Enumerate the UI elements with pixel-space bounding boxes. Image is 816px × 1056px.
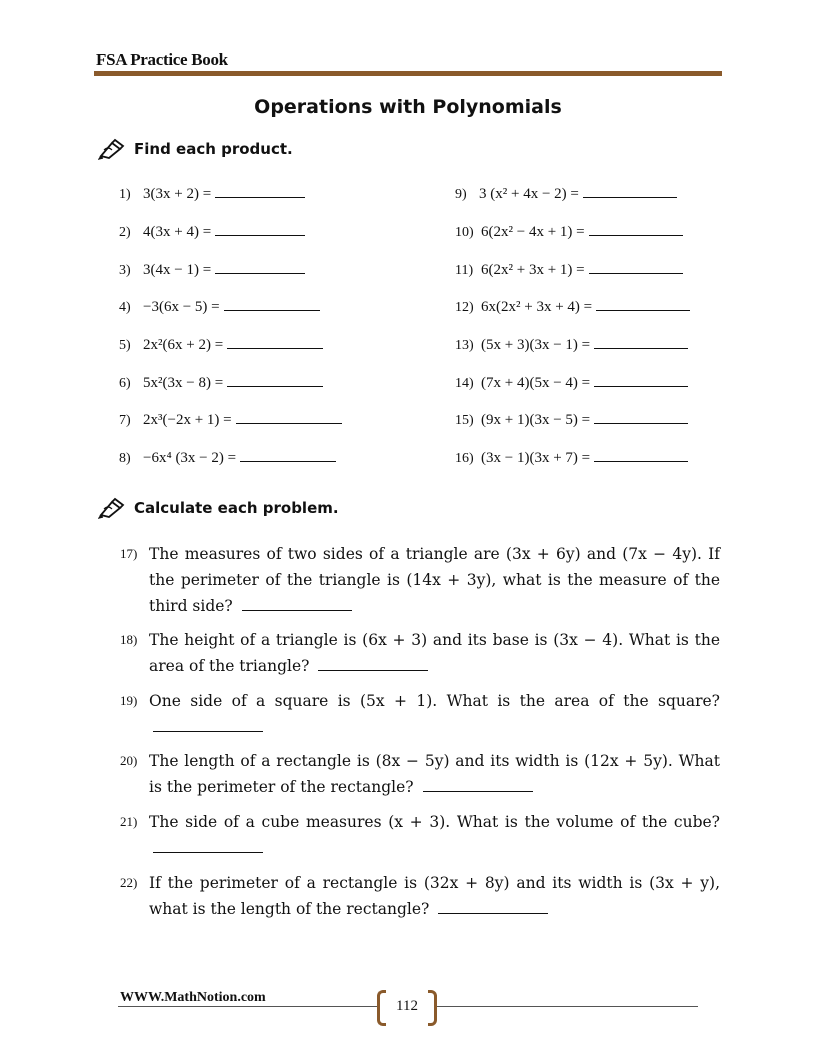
answer-blank[interactable]: [589, 260, 683, 274]
product-item: [455, 260, 683, 279]
item-expression: 4(3x + 4) =: [143, 224, 212, 240]
answer-blank[interactable]: [153, 839, 263, 853]
item-number: 2): [119, 225, 131, 240]
item-expression: 6(2x² + 3x + 1) =: [481, 262, 585, 278]
problem-text-block: [149, 870, 720, 922]
product-item: [119, 335, 323, 354]
item-number: 8): [119, 451, 131, 466]
product-item: [455, 184, 677, 203]
item-number: 9): [455, 187, 467, 202]
word-problem: [120, 748, 720, 800]
problem-number: 18): [120, 632, 138, 647]
item-expression: (3x − 1)(3x + 7) =: [481, 450, 591, 466]
problem-text-block: [149, 627, 720, 679]
product-item: [455, 297, 690, 316]
product-item: [119, 222, 305, 241]
item-expression: 2x²(6x + 2) =: [143, 337, 224, 353]
page-title: Operations with Polynomials: [254, 96, 562, 118]
answer-blank[interactable]: [227, 373, 323, 387]
answer-blank[interactable]: [589, 222, 683, 236]
product-item: [119, 184, 305, 203]
product-item: [119, 297, 320, 316]
answer-blank[interactable]: [583, 184, 677, 198]
answer-blank[interactable]: [215, 184, 305, 198]
item-number: 11): [455, 263, 474, 278]
problem-text-block: [149, 688, 720, 740]
product-item: [455, 448, 688, 467]
item-number: 4): [119, 300, 131, 315]
product-item: [119, 448, 336, 467]
answer-blank[interactable]: [594, 373, 688, 387]
word-problem: [120, 627, 720, 679]
word-problem: [120, 541, 720, 619]
pencil-icon: [98, 138, 128, 160]
problem-number: 17): [120, 546, 138, 561]
problem-text: The side of a cube measures (x + 3). What is the volume of the cube?: [149, 813, 720, 831]
answer-blank[interactable]: [594, 448, 688, 462]
answer-blank[interactable]: [318, 657, 428, 671]
page-number-box: [377, 990, 437, 1022]
word-problem: [120, 688, 720, 740]
answer-blank[interactable]: [227, 335, 323, 349]
item-expression: −6x⁴ (3x − 2) =: [143, 450, 237, 466]
item-expression: 3(3x + 2) =: [143, 186, 212, 202]
problem-number: 20): [120, 753, 138, 768]
product-item: [455, 222, 683, 241]
problem-text: The length of a rectangle is (8x − 5y) and its width is (12x + 5y). What is the perimeter of the rectangle?: [149, 752, 720, 796]
product-item: [455, 410, 688, 429]
problem-text-block: [149, 748, 720, 800]
answer-blank[interactable]: [224, 297, 320, 311]
item-expression: 6x(2x² + 3x + 4) =: [481, 299, 593, 315]
answer-blank[interactable]: [438, 900, 548, 914]
item-number: 15): [455, 413, 474, 428]
problem-text: The height of a triangle is (6x + 3) and its base is (3x − 4). What is the area of the triangle?: [149, 631, 720, 675]
product-item: [455, 373, 688, 392]
section-calculate: [98, 497, 339, 519]
answer-blank[interactable]: [594, 410, 688, 424]
answer-blank[interactable]: [423, 778, 533, 792]
answer-blank[interactable]: [236, 410, 342, 424]
item-number: 16): [455, 451, 474, 466]
section-find-product: [98, 138, 293, 160]
section-heading: Find each product.: [134, 140, 293, 158]
item-number: 1): [119, 187, 131, 202]
item-expression: 3(4x − 1) =: [143, 262, 212, 278]
item-number: 13): [455, 338, 474, 353]
section-heading: Calculate each problem.: [134, 499, 339, 517]
item-number: 3): [119, 263, 131, 278]
header-rule: [94, 71, 722, 76]
answer-blank[interactable]: [596, 297, 690, 311]
item-number: 6): [119, 376, 131, 391]
item-number: 7): [119, 413, 131, 428]
item-number: 5): [119, 338, 131, 353]
problem-text: The measures of two sides of a triangle are (3x + 6y) and (7x − 4y). If the perimeter of the triangle is (14x + 3y), what is the measure of the third side?: [149, 545, 720, 615]
item-number: 12): [455, 300, 474, 315]
item-expression: (7x + 4)(5x − 4) =: [481, 375, 591, 391]
item-expression: −3(6x − 5) =: [143, 299, 220, 315]
answer-blank[interactable]: [594, 335, 688, 349]
product-item: [455, 335, 688, 354]
pencil-icon: [98, 497, 128, 519]
answer-blank[interactable]: [215, 260, 305, 274]
footer-website: WWW.MathNotion.com: [120, 990, 266, 1005]
item-expression: 6(2x² − 4x + 1) =: [481, 224, 585, 240]
product-item: [119, 410, 342, 429]
page-number: 112: [396, 998, 418, 1014]
header-title: FSA Practice Book: [96, 50, 228, 69]
answer-blank[interactable]: [215, 222, 305, 236]
product-item: [119, 373, 323, 392]
problem-text: If the perimeter of a rectangle is (32x + 8y) and its width is (3x + y), what is the length of the rectangle?: [149, 874, 720, 918]
item-expression: (5x + 3)(3x − 1) =: [481, 337, 591, 353]
problem-number: 19): [120, 693, 138, 708]
item-number: 10): [455, 225, 474, 240]
problem-text-block: [149, 809, 720, 861]
product-item: [119, 260, 305, 279]
answer-blank[interactable]: [153, 718, 263, 732]
answer-blank[interactable]: [242, 597, 352, 611]
item-expression: 5x²(3x − 8) =: [143, 375, 224, 391]
word-problem: [120, 809, 720, 861]
problem-text: One side of a square is (5x + 1). What is the area of the square?: [149, 692, 720, 710]
problem-number: 21): [120, 814, 138, 829]
problem-number: 22): [120, 875, 138, 890]
problem-text-block: [149, 541, 720, 619]
item-expression: 2x³(−2x + 1) =: [143, 412, 232, 428]
answer-blank[interactable]: [240, 448, 336, 462]
word-problem: [120, 870, 720, 922]
item-expression: 3 (x² + 4x − 2) =: [479, 186, 579, 202]
item-expression: (9x + 1)(3x − 5) =: [481, 412, 591, 428]
item-number: 14): [455, 376, 474, 391]
